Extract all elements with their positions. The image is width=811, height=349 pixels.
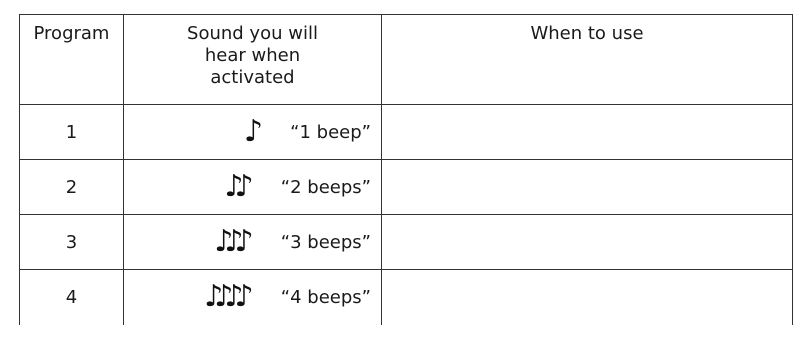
sound-cell <box>124 105 382 160</box>
sound-cell <box>124 215 382 270</box>
header-sound: Sound you will hear when activated <box>124 15 382 105</box>
program-number: 3 <box>20 215 124 270</box>
header-when-to-use: When to use <box>382 15 793 105</box>
program-number: 4 <box>20 270 124 325</box>
header-row <box>20 15 793 105</box>
sound-label: “2 beeps” <box>280 176 371 198</box>
when-to-use-cell <box>382 105 793 160</box>
sound-label: “3 beeps” <box>280 231 371 253</box>
when-to-use-cell <box>382 215 793 270</box>
program-number: 2 <box>20 160 124 215</box>
music-note-icon: ♪ <box>244 114 255 149</box>
music-note-icon: ♪♪ <box>224 169 245 204</box>
program-number: 1 <box>20 105 124 160</box>
when-to-use-cell <box>382 270 793 325</box>
sound-cell <box>124 270 382 325</box>
table-row <box>20 160 793 215</box>
music-note-icon: ♪♪♪ <box>214 224 245 259</box>
sound-label: “1 beep” <box>290 121 371 143</box>
table-row <box>20 105 793 160</box>
header-program: Program <box>20 15 124 105</box>
sound-label: “4 beeps” <box>280 286 371 308</box>
sound-cell <box>124 160 382 215</box>
when-to-use-cell <box>382 160 793 215</box>
music-note-icon: ♪♪♪♪ <box>204 279 245 315</box>
table-row <box>20 270 793 325</box>
program-table <box>19 14 793 325</box>
table-row <box>20 215 793 270</box>
